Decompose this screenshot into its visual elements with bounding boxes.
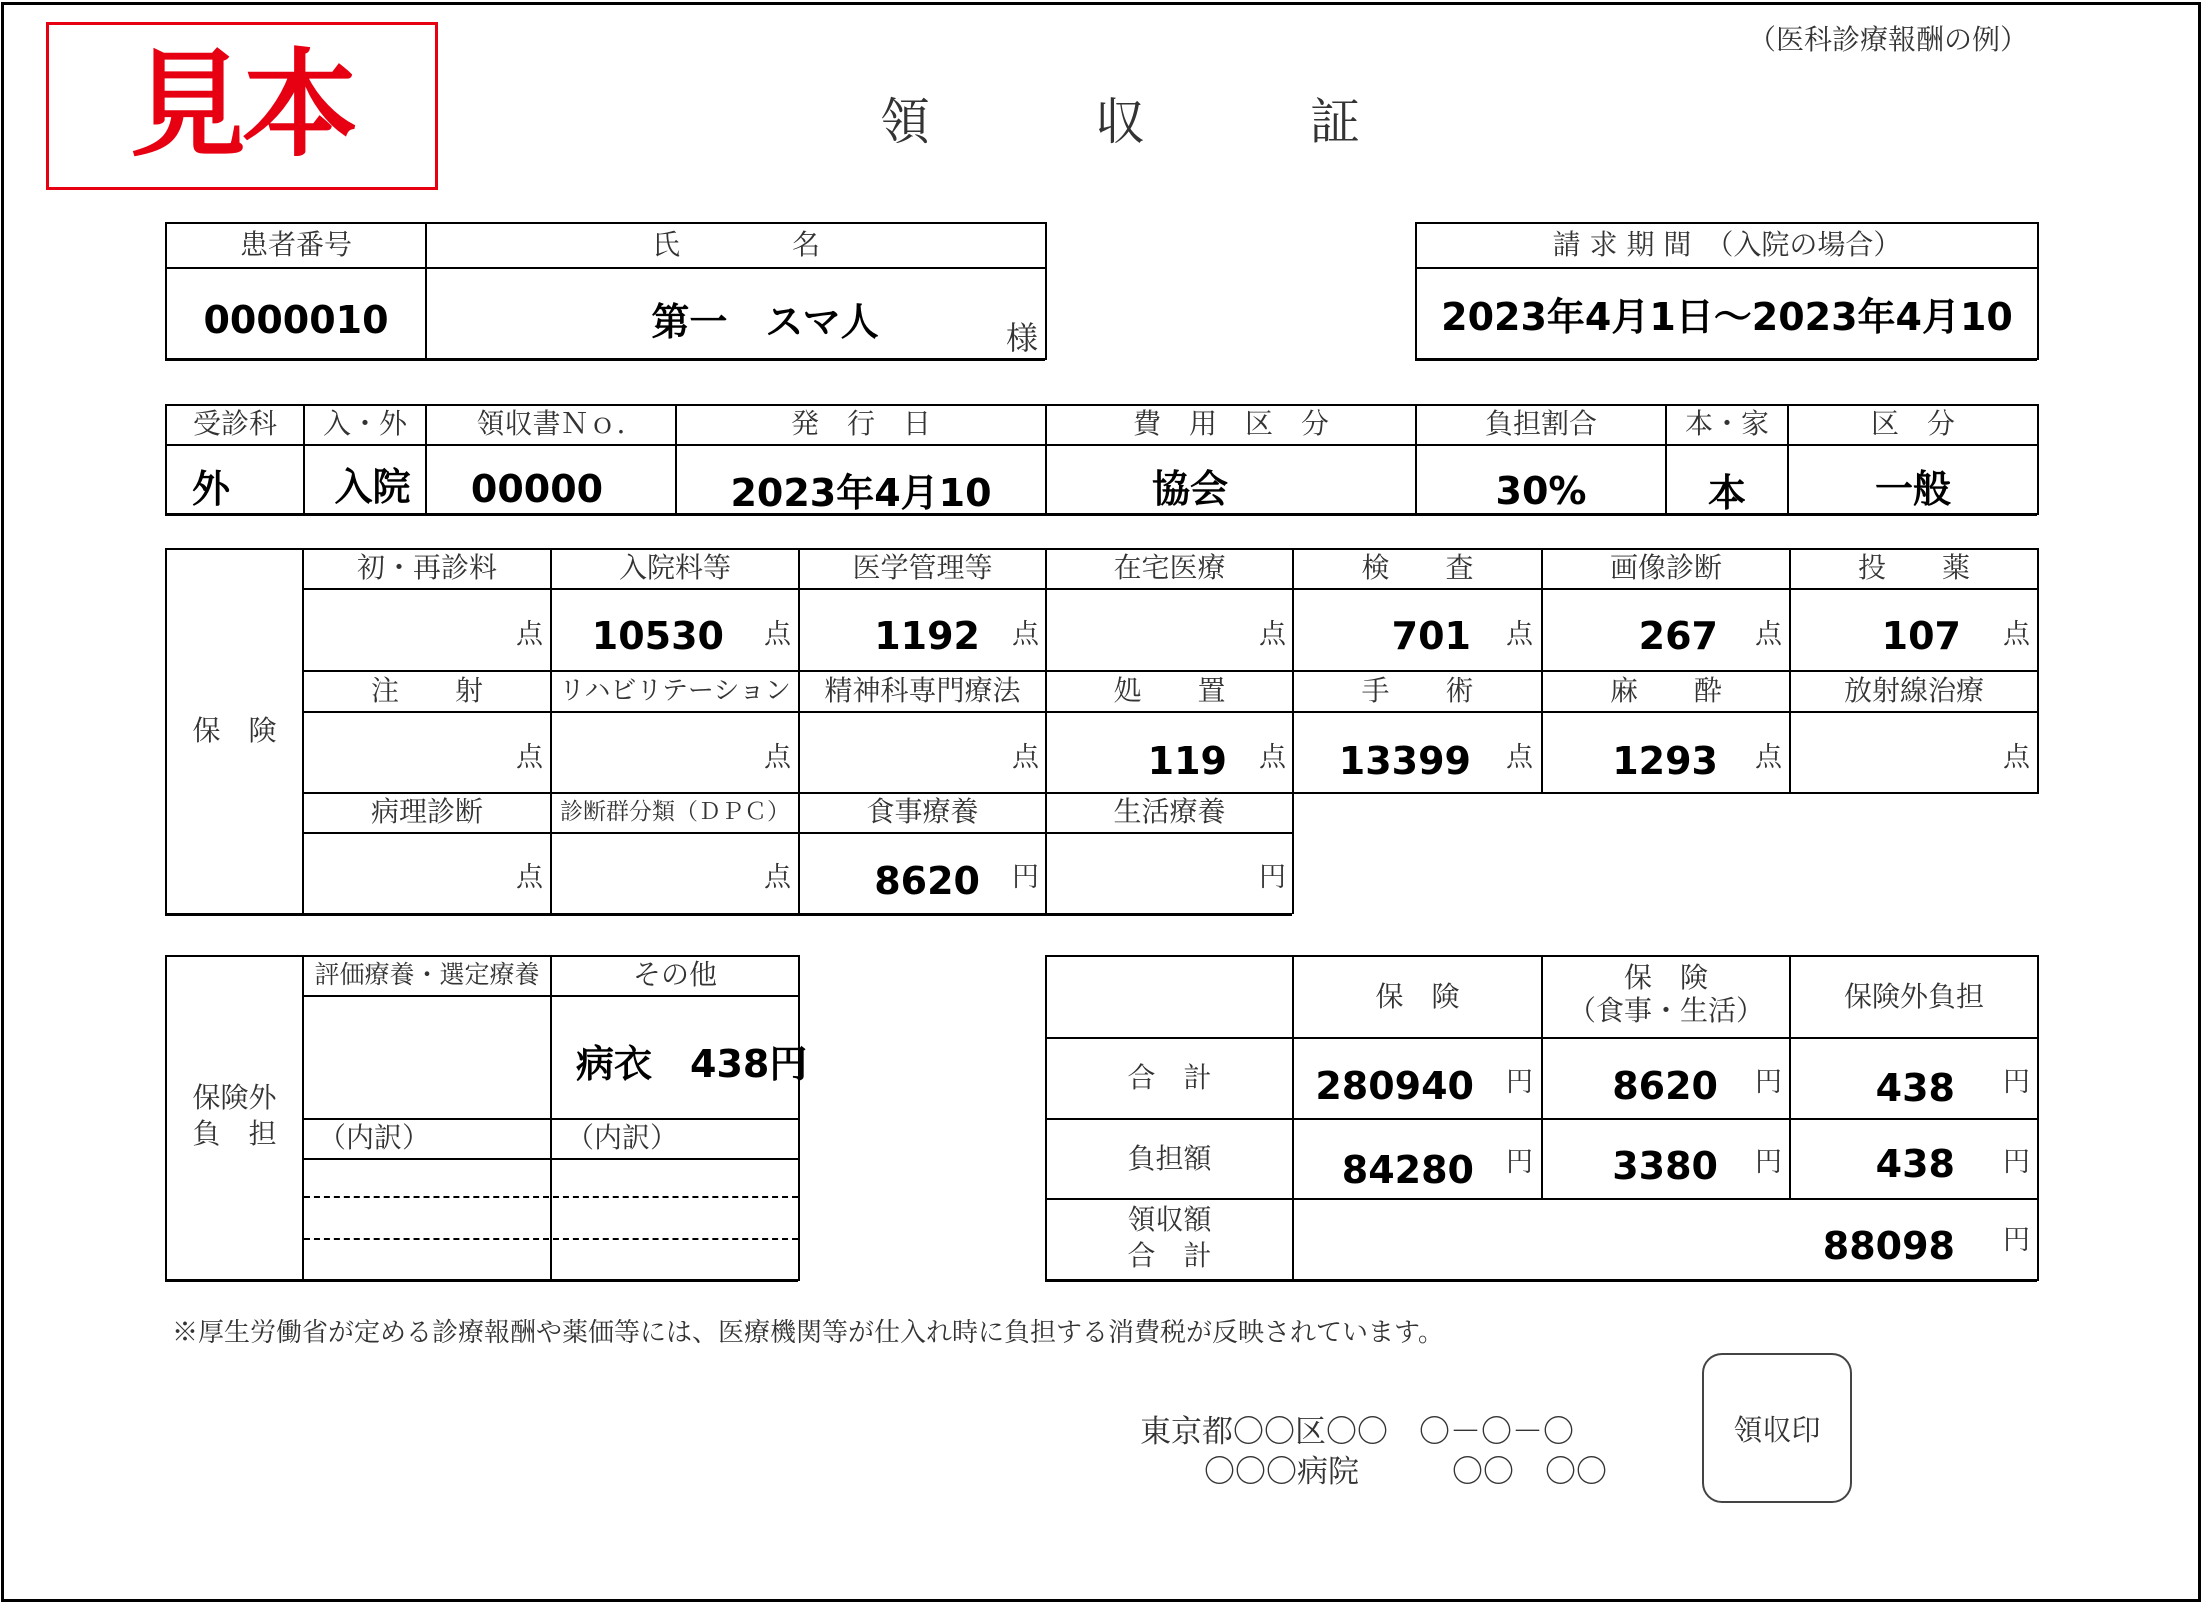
living-therapy-yen xyxy=(1047,855,1227,907)
totals-meal-header-line1: 保 険 xyxy=(1623,960,1708,994)
hospitalization-points: 10530 xyxy=(591,614,724,658)
point-unit: 点 xyxy=(1506,619,1533,650)
injection-label: 注 射 xyxy=(370,674,483,708)
point-unit: 点 xyxy=(516,619,543,650)
received-total-label-line1: 領収額 xyxy=(1127,1202,1212,1236)
yen-unit: 円 xyxy=(1755,1067,1782,1098)
hospitalization-label: 入院料等 xyxy=(618,551,731,585)
receipt-no-value: 00000 xyxy=(470,467,604,511)
yen-unit: 円 xyxy=(2003,1225,2030,1256)
breakdown-label: （内訳） xyxy=(318,1120,431,1154)
cost-category-label: 費 用 区 分 xyxy=(1132,407,1329,441)
classification-label: 区 分 xyxy=(1870,407,1955,441)
point-unit: 点 xyxy=(1506,742,1533,773)
breakdown-line xyxy=(304,1196,798,1198)
treatment-label: 処 置 xyxy=(1113,674,1226,708)
copay-rate-label: 負担割合 xyxy=(1484,407,1597,441)
other-label: その他 xyxy=(632,958,717,992)
point-unit: 点 xyxy=(1755,619,1782,650)
anesthesia-label: 麻 酔 xyxy=(1609,674,1722,708)
psychiatric-therapy-label: 精神科専門療法 xyxy=(824,674,1021,708)
copay-rate-value: 30% xyxy=(1495,469,1587,513)
medical-management-label: 医学管理等 xyxy=(852,551,993,585)
received-total-amount: 88098 xyxy=(1822,1224,1955,1268)
hospital-name: 〇〇〇病院 〇〇 〇〇 xyxy=(1204,1454,1607,1490)
imaging-points: 267 xyxy=(1638,614,1718,658)
title-char-3: 証 xyxy=(1310,93,1360,151)
other-value: 病衣 438円 xyxy=(576,1041,808,1086)
copay-insurance: 84280 xyxy=(1341,1148,1474,1192)
injection-points xyxy=(304,735,485,787)
medication-label: 投 薬 xyxy=(1857,551,1970,585)
patient-name-label: 氏 名 xyxy=(651,228,820,262)
meal-therapy-label: 食事療養 xyxy=(866,795,979,829)
in-out-label: 入・外 xyxy=(322,407,407,441)
yen-unit: 円 xyxy=(1506,1067,1533,1098)
point-unit: 点 xyxy=(764,862,791,893)
patient-name: 第一 スマ人 xyxy=(651,299,879,344)
point-unit: 点 xyxy=(516,862,543,893)
hospital-address: 東京都〇〇区〇〇 〇－〇－〇 xyxy=(1140,1414,1574,1450)
treatment-points: 119 xyxy=(1147,739,1227,783)
home-care-points xyxy=(1047,610,1227,662)
living-therapy-label: 生活療養 xyxy=(1113,795,1226,829)
initial-revisit-label: 初・再診料 xyxy=(356,551,497,585)
rehabilitation-label: リハビリテーション xyxy=(559,675,791,706)
dept-label: 受診科 xyxy=(192,407,277,441)
home-care-label: 在宅医療 xyxy=(1113,551,1226,585)
breakdown-line xyxy=(304,1238,798,1240)
billing-period-value: 2023年4月1日～2023年4月10 xyxy=(1441,294,2013,339)
examination-points: 701 xyxy=(1391,614,1471,658)
yen-unit: 円 xyxy=(1506,1147,1533,1178)
insurance-section-label: 保 険 xyxy=(192,713,277,747)
psychiatric-therapy-points xyxy=(800,735,980,787)
point-unit: 点 xyxy=(1259,742,1286,773)
imaging-label: 画像診断 xyxy=(1609,551,1722,585)
title-char-2: 収 xyxy=(1095,93,1145,151)
anesthesia-points: 1293 xyxy=(1612,739,1718,783)
example-note: （医科診療報酬の例） xyxy=(1748,23,2029,56)
receipt-no-label: 領収書Ｎｏ. xyxy=(476,407,626,441)
dept-value: 外 xyxy=(191,466,230,511)
point-unit: 点 xyxy=(2003,742,2030,773)
evaluated-care-value xyxy=(304,1035,550,1085)
totals-insurance-header: 保 険 xyxy=(1375,979,1460,1013)
in-out-value: 入院 xyxy=(334,464,411,509)
rehabilitation-points xyxy=(552,735,724,787)
point-unit: 点 xyxy=(516,742,543,773)
totals-meal-header-line2: （食事・生活） xyxy=(1567,993,1764,1027)
total-meal: 8620 xyxy=(1612,1064,1718,1108)
point-unit: 点 xyxy=(764,742,791,773)
medical-management-points: 1192 xyxy=(874,614,980,658)
classification-value: 一般 xyxy=(1874,466,1951,511)
point-unit: 点 xyxy=(1012,742,1039,773)
insured-family-value: 本 xyxy=(1707,470,1746,515)
grand-total-label: 合 計 xyxy=(1127,1061,1212,1095)
point-unit: 点 xyxy=(764,619,791,650)
issue-date-value: 2023年4月10 xyxy=(730,470,992,515)
patient-id-label: 患者番号 xyxy=(239,228,352,262)
receipt-stamp-box: 領収印 xyxy=(1702,1353,1852,1503)
cost-category-value: 協会 xyxy=(1151,466,1228,511)
pathology-label: 病理診断 xyxy=(370,795,483,829)
breakdown-label: （内訳） xyxy=(566,1120,679,1154)
issue-date-label: 発 行 日 xyxy=(790,407,931,441)
yen-unit: 円 xyxy=(1755,1147,1782,1178)
sample-watermark: 見本 xyxy=(46,22,438,190)
document-title xyxy=(880,82,1360,154)
radiation-therapy-points xyxy=(1791,735,1961,787)
received-total-label-line2: 合 計 xyxy=(1127,1238,1212,1272)
yen-unit: 円 xyxy=(1012,862,1039,893)
copay-non-insurance: 438 xyxy=(1875,1142,1955,1186)
totals-non-insurance-header: 保険外負担 xyxy=(1843,979,1984,1013)
non-insurance-label-line2: 負 担 xyxy=(192,1116,277,1150)
honorific: 様 xyxy=(1005,318,1038,357)
yen-unit: 円 xyxy=(2003,1067,2030,1098)
non-insurance-label-line1: 保険外 xyxy=(192,1080,277,1114)
medication-points: 107 xyxy=(1881,614,1961,658)
point-unit: 点 xyxy=(1259,619,1286,650)
title-char-1: 領 xyxy=(880,93,930,151)
billing-period-label: 請 求 期 間 （入院の場合） xyxy=(1552,228,1902,262)
surgery-points: 13399 xyxy=(1338,739,1471,783)
total-insurance: 280940 xyxy=(1315,1064,1474,1108)
point-unit: 点 xyxy=(2003,619,2030,650)
pathology-points xyxy=(304,855,485,907)
consumption-tax-note: ※厚生労働省が定める診療報酬や薬価等には、医療機関等が仕入れ時に負担する消費税が反映されています。 xyxy=(172,1318,1444,1348)
copay-meal: 3380 xyxy=(1612,1144,1718,1188)
patient-id: 0000010 xyxy=(203,298,389,342)
total-non-insurance: 438 xyxy=(1875,1066,1955,1110)
radiation-therapy-label: 放射線治療 xyxy=(1843,674,1984,708)
examination-label: 検 査 xyxy=(1361,551,1474,585)
dpc-label: 診断群分類（ＤＰＣ） xyxy=(560,799,790,826)
point-unit: 点 xyxy=(1755,742,1782,773)
initial-revisit-points xyxy=(304,610,485,662)
yen-unit: 円 xyxy=(2003,1147,2030,1178)
dpc-points xyxy=(552,855,724,907)
point-unit: 点 xyxy=(1012,619,1039,650)
yen-unit: 円 xyxy=(1259,862,1286,893)
copay-amount-label: 負担額 xyxy=(1127,1141,1212,1175)
evaluated-care-label: 評価療養・選定療養 xyxy=(314,960,540,990)
insured-family-label: 本・家 xyxy=(1684,407,1769,441)
meal-therapy-yen: 8620 xyxy=(874,859,980,903)
surgery-label: 手 術 xyxy=(1361,674,1474,708)
